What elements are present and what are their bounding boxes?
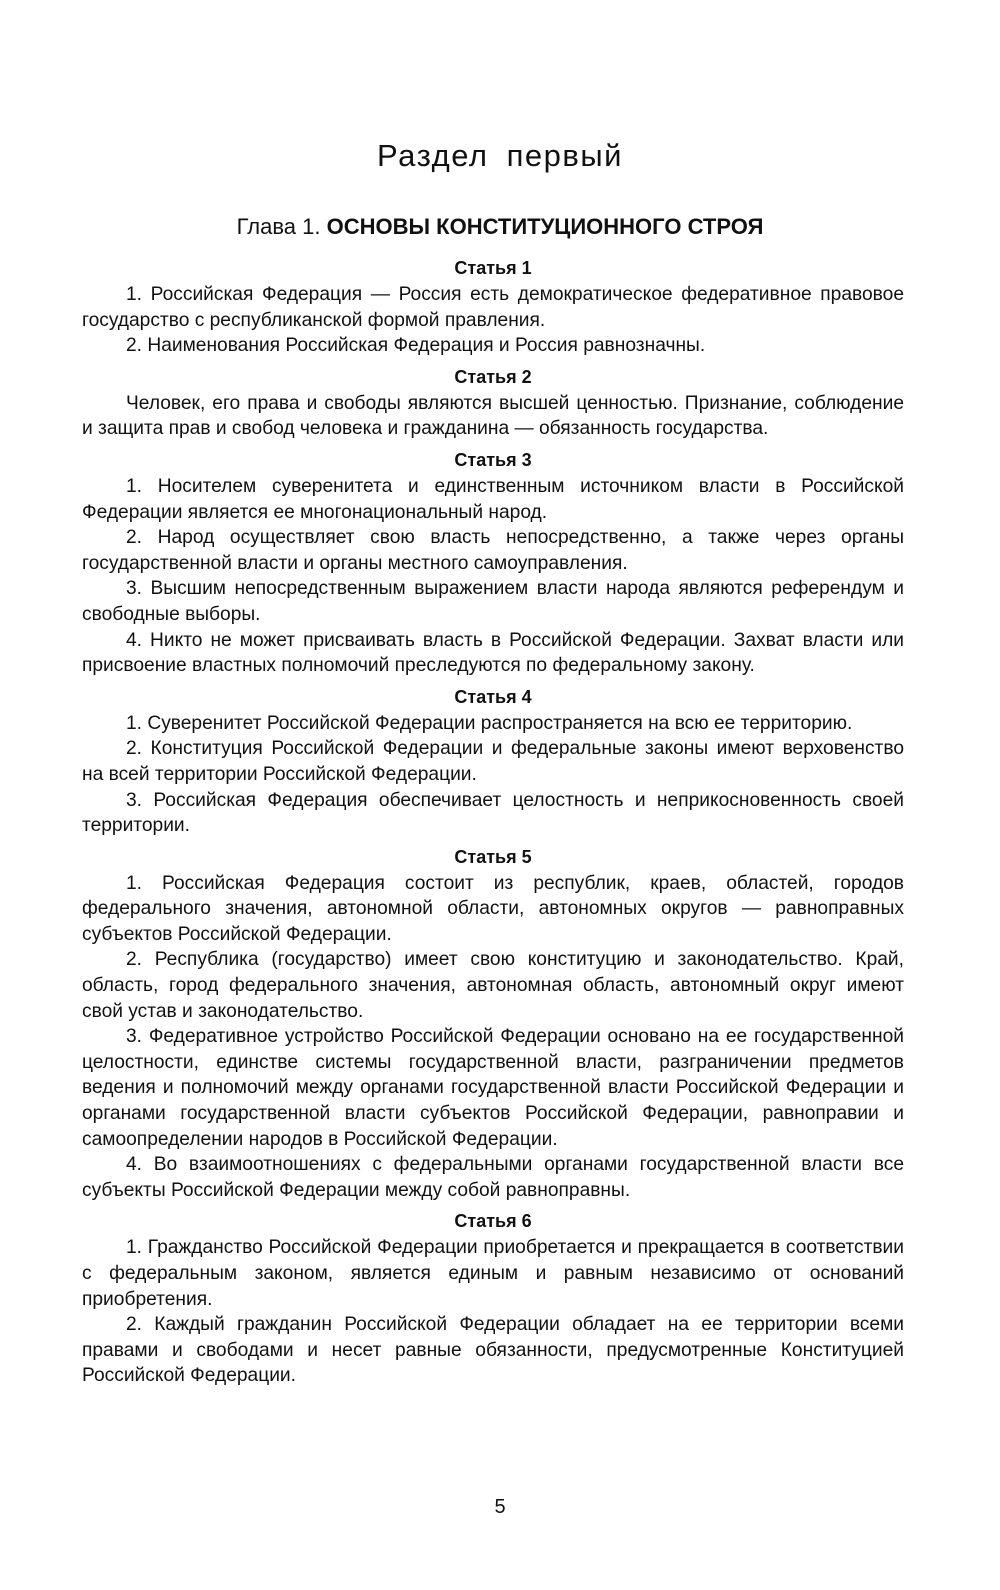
article-paragraph: 3. Федеративное устройство Российской Федерации основано на ее государственной целостности, единстве системы государственной власти, разграничении предметов ведения и полномочий между органами государственной власти Российской Федерации и органами государственной власти субъектов Российской Федерации, равноправии и самоопределении народов в Российской Федерации. <box>82 1026 904 1150</box>
article-paragraph: 4. Во взаимоотношениях с федеральными органами государственной власти все субъекты Российской Федерации между собой равноправны. <box>82 1154 904 1201</box>
article-paragraph: 1. Носителем суверенитета и единственным источником власти в Российской Федерации является ее многонациональный народ. <box>82 475 904 523</box>
article-paragraph: 2. Наименования Российская Федерация и Россия равнозначны. <box>126 335 706 357</box>
chapter-number: Глава 1. <box>236 214 321 239</box>
article-paragraph: 2. Республика (государство) имеет свою конституцию и законодательство. Край, область, город федерального значения, автономная область, автономный округ имеют свой устав и законодательство. <box>82 949 904 1022</box>
article-heading: Статья 1 <box>454 258 532 278</box>
chapter-name: ОСНОВЫ КОНСТИТУЦИОННОГО СТРОЯ <box>326 214 764 239</box>
article-paragraph: 2. Народ осуществляет свою власть непосредственно, а также через органы государственной власти и органы местного самоуправления. <box>82 527 904 574</box>
article-paragraph: 1. Российская Федерация состоит из республик, краев, областей, городов федерального значения, автономной области, автономных округов — равноправных субъектов Российской Федерации. <box>82 872 904 945</box>
article-heading: Статья 5 <box>454 846 532 867</box>
article-4 <box>82 683 904 839</box>
article-paragraph: 4. Никто не может присваивать власть в Российской Федерации. Захват власти или присвоение властных полномочий преследуются по федеральному закону. <box>82 629 904 677</box>
article-paragraph: 1. Российская Федерация — Россия есть демократическое федеративное правовое государство с республиканской формой правления. <box>82 284 904 331</box>
article-paragraph: 1. Гражданство Российской Федерации приобретается и прекращается в соответствии с федеральным законом, является единым и равным независимо от оснований приобретения. <box>82 1237 904 1310</box>
section-title: Раздел первый <box>377 138 623 173</box>
body-text <box>82 254 904 1389</box>
chapter-title <box>0 214 1000 240</box>
article-heading: Статья 6 <box>454 1211 532 1232</box>
article-paragraph: 2. Каждый гражданин Российской Федерации обладает на ее территории всеми правами и свободами и несет равные обязанности, предусмотренные Конституцией Российской Федерации. <box>82 1314 904 1387</box>
article-paragraph: Человек, его права и свободы являются высшей ценностью. Признание, соблюдение и защита прав и свобод человека и гражданина — обязанность государства. <box>82 392 904 440</box>
article-2 <box>82 363 904 442</box>
article-heading: Статья 4 <box>454 686 532 707</box>
page-number: 5 <box>494 1496 506 1518</box>
article-paragraph: 1. Суверенитет Российской Федерации распространяется на всю ее территорию. <box>126 712 853 734</box>
article-6 <box>82 1207 904 1389</box>
article-paragraph: 3. Российская Федерация обеспечивает целостность и неприкосновенность своей территории. <box>82 789 904 837</box>
article-3 <box>82 446 904 679</box>
article-heading: Статья 2 <box>454 366 532 387</box>
article-heading: Статья 3 <box>454 449 532 470</box>
article-paragraph: 3. Высшим непосредственным выражением власти народа являются референдум и свободные выборы. <box>82 578 904 625</box>
article-5 <box>82 843 904 1204</box>
article-1 <box>82 254 904 359</box>
article-paragraph: 2. Конституция Российской Федерации и федеральные законы имеют верховенство на всей территории Российской Федерации. <box>82 738 904 785</box>
